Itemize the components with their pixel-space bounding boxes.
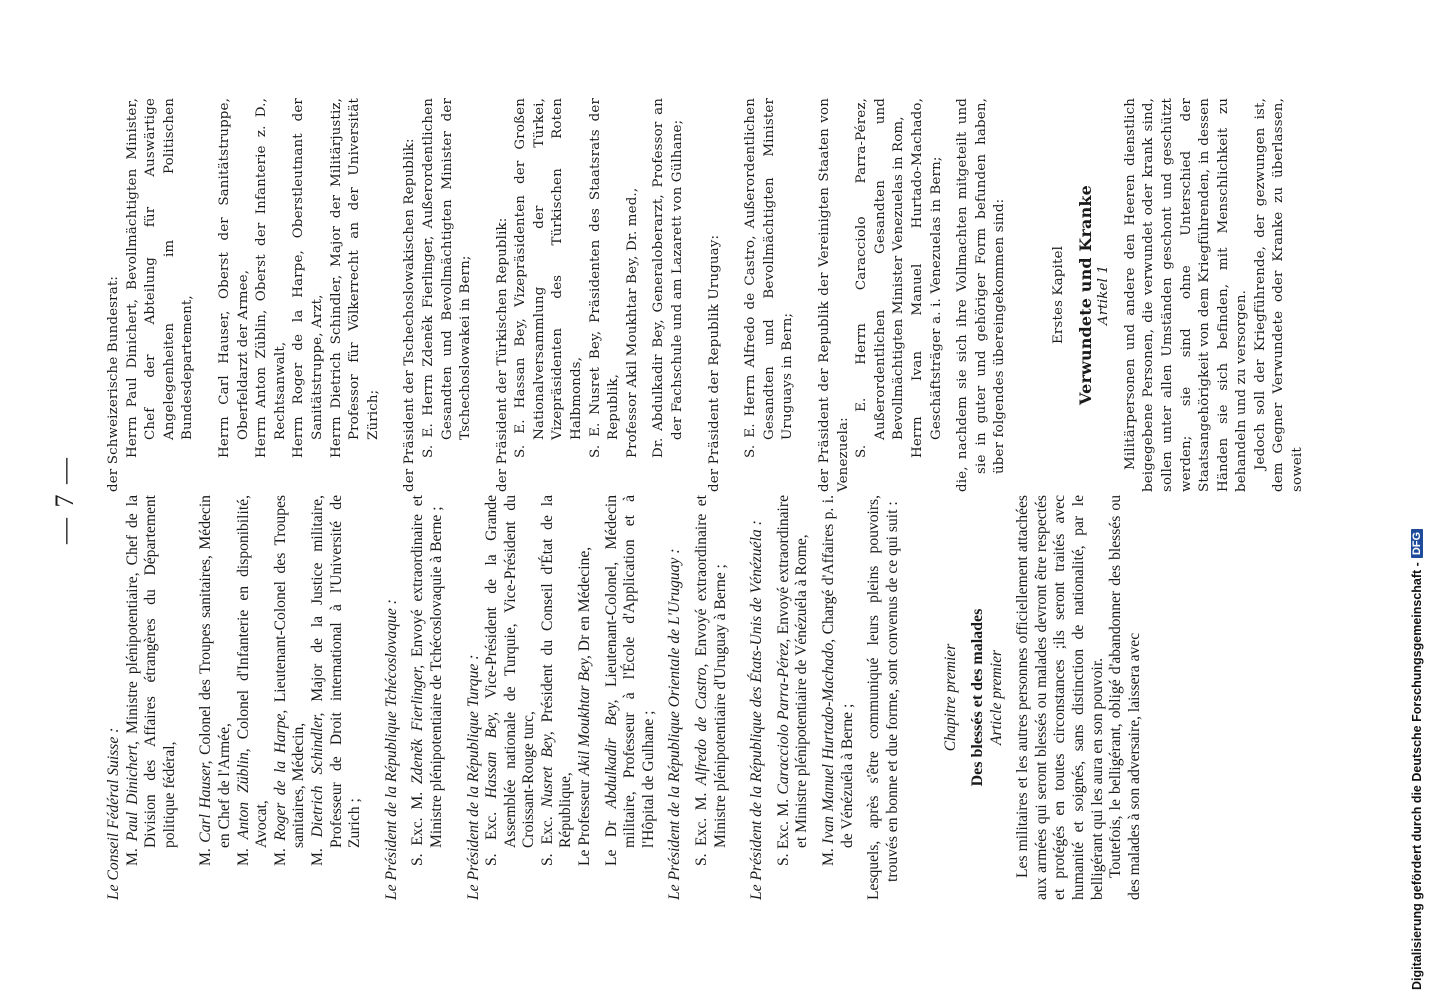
- party-heading: Le Président de la République Orientale de L'Uruguay :: [666, 548, 684, 900]
- party-heading: der Schweizerische Bundesrat:: [106, 275, 121, 492]
- plenipotentiary-entry: Professor Akil Moukhtar Bey, Dr. med.,: [624, 187, 640, 458]
- party-heading: der Präsident der Türkischen Republik:: [494, 217, 510, 492]
- digitization-credit: [1410, 10, 1424, 990]
- plenipotentiary-entry: S. E. Hassan Bey, Vizepräsidenten der Großen Nationalversammlung der Türkei, Vizepräsidenten des Türkischen Roten Halbmonds,: [513, 98, 585, 458]
- article-heading: Artikel 1: [1096, 264, 1112, 326]
- plenipotentiary-entry: M. Paul Dinichert, Ministre plénipotentiaire, Chef de la Division des Affaires étrangères du Département politique fédéral,: [123, 495, 178, 866]
- chapter-heading: Chapitre premier: [942, 643, 960, 752]
- plenipotentiary-entry: Herrn Paul Dinichert, Bevollmächtigten Minister, Chef der Abteilung für Auswärtige Angelegenheiten im Politischen Bundesdepartement,: [124, 98, 196, 458]
- french-column: [105, 495, 1144, 900]
- party-heading: der Präsident der Tschechoslowakischen Republik:: [402, 138, 418, 492]
- article-paragraph: Jedoch soll der Kriegführende, der gezwungen ist, dem Gegner Verwundete oder Kranke zu überlassen, soweit: [1252, 98, 1306, 492]
- article-paragraph: Toutefois, le belligérant, obligé d'abandonner des blessés ou des malades à son adversaire, laissera avec: [1107, 495, 1143, 900]
- plenipotentiary-entry: S. E. Nusret Bey, Präsidenten des Staatsrats der Republik,: [587, 98, 622, 458]
- plenipotentiary-entry: Herrn Dietrich Schindler, Major der Militärjustiz, Professor für Völkerrecht an der Universität Zürich;: [328, 98, 381, 458]
- plenipotentiary-entry: Herrn Ivan Manuel Hurtado-Machado, Geschäftsträger a. i. Venezuelas in Bern;: [909, 98, 944, 458]
- party-heading: Le Président de la République Tchécoslovaque :: [382, 599, 400, 900]
- plenipotentiary-entry: Dr. Abdulkadir Bey, Generaloberarzt, Professor an der Fachschule und am Lazarett von Gülhane;: [651, 98, 686, 458]
- closing-formula: die, nachdem sie sich ihre Vollmachten mitgeteilt und sie in guter und gehöriger Form befunden haben, über folgendes übereingekommen sind:: [955, 98, 1008, 492]
- plenipotentiary-entry: S. E. Herrn Zdeněk Fierlinger, Außerordentlichen Gesandten und Bevollmächtigten Minister der Tschechoslowakei in Bern;: [420, 98, 474, 458]
- closing-formula: Lesquels, après s'être communiqué leurs pleins pouvoirs, trouvés en bonne et due forme, sont convenus de ce qui suit :: [865, 495, 901, 900]
- plenipotentiary-entry: S. Exc. M. Zdeněk Fierlinger, Envoyé extraordinaire et Ministre plénipotentiaire de Tchécoslovaquie à Berne ;: [409, 495, 445, 866]
- article-paragraph: Les militaires et les autres personnes officiellement attachées aux armées qui seront blessés ou malades devront être respectés et protégés en toutes circonstances ;ils seront traités avec humanité et soignés, sans distinction de nationalité, par le belligérant qui les aura en son pouvoir.: [1014, 495, 1106, 900]
- plenipotentiary-entry: M. Carl Hauser, Colonel des Troupes sanitaires, Médecin en Chef de l'Armée,: [197, 495, 233, 866]
- german-column: [105, 98, 1308, 492]
- page-number: — 7 —: [50, 456, 79, 544]
- party-heading: Le Conseil Fédéral Suisse :: [105, 727, 122, 900]
- plenipotentiary-entry: Herrn Anton Züblin, Oberst der Infanterie z. D., Rechtsanwalt,: [254, 98, 288, 458]
- plenipotentiary-entry: S. Exc. Nusret Bey, Président du Conseil d'État de la République,: [538, 495, 575, 866]
- plenipotentiary-entry: Le Professeur Akil Moukhtar Bey, Dr en Médecine,: [576, 546, 594, 866]
- plenipotentiary-entry: S. Exc. Hassan Bey, Vice-Président de la Grande Assemblée nationale de Turquie, Vice-Président du Croissant-Rouge turc,: [483, 494, 538, 866]
- party-heading: Le Président de la République des États-Unis de Vénézuéla :: [748, 520, 766, 900]
- plenipotentiary-entry: M. Roger de la Harpe, Lieutenant-Colonel des Troupes sanitaires, Médecin,: [271, 495, 308, 866]
- party-heading: der Präsident der Republik Uruguay:: [706, 234, 722, 492]
- article-heading: Article premier: [987, 649, 1005, 746]
- plenipotentiary-entry: M. Ivan Manuel Hurtado-Machado, Chargé d'Affaires p. i. de Vénézuéla à Berne ;: [820, 495, 856, 866]
- plenipotentiary-entry: S. E. Herrn Alfredo de Castro, Außerordentlichen Gesandten und Bevollmächtigten Minister Uruguays in Bern;: [743, 98, 796, 458]
- plenipotentiary-entry: M. Anton Züblin, Colonel d'Infanterie en disponibilité, Avocat,: [234, 495, 271, 866]
- digitization-note: Digitalisierung gefördert durch die Deutsche Forschungsgemeinschaft -: [1410, 562, 1424, 990]
- plenipotentiary-entry: S. Exc. M. Alfredo de Castro, Envoyé extraordinaire et Ministre plénipotentiaire d'Uruguay à Berne ;: [693, 495, 729, 866]
- chapter-title: Verwundete und Kranke: [1075, 185, 1095, 405]
- chapter-title: Des blessés et des malades: [968, 608, 986, 787]
- plenipotentiary-entry: S. E. Herrn Caracciolo Parra-Pérez, Außerordentlichen Gesandten und Bevollmächtigten Minister Venezuelas in Rom,: [854, 98, 907, 458]
- plenipotentiary-entry: Herrn Carl Hauser, Oberst der Sanitätstruppe, Oberfeldarzt der Armee,: [216, 98, 251, 458]
- party-heading: der Präsident der Republik der Vereinigten Staaten von Venezuela:: [817, 98, 851, 492]
- chapter-heading: Erstes Kapitel: [1050, 246, 1066, 345]
- plenipotentiary-entry: M. Dietrich Schindler, Major de la Justice militaire, Professeur de Droit international à l'Université de Zurich ;: [308, 495, 364, 866]
- plenipotentiary-entry: Herrn Roger de la Harpe, Oberstleutnant der Sanitätstruppe, Arzt,: [291, 98, 325, 458]
- plenipotentiary-entry: S. Exc. M. Caracciolo Parra-Pérez, Envoyé extraordinaire et Ministre plénipotentiaire de Vénézuéla à Rome,: [774, 495, 811, 866]
- party-heading: Le Président de la République Turque :: [464, 654, 482, 900]
- plenipotentiary-entry: Le Dr Abdulkadir Bey, Lieutenant-Colonel, Médecin militaire, Professeur à l'École d'Application et à l'Hôpital de Gulhane ;: [602, 494, 657, 866]
- dfg-logo: DFG: [1411, 529, 1423, 558]
- article-paragraph: Militärpersonen und andere den Heeren dienstlich beigegebene Personen, die verwundet oder krank sind, sollen unter allen Umständen geschont und geschützt werden; sie sind ohne Unterschied der Staatsangehörigkeit von dem Kriegführenden, in dessen Händen sie sich befinden, mit Menschlichkeit zu behandeln und zu versorgen.: [1122, 98, 1250, 492]
